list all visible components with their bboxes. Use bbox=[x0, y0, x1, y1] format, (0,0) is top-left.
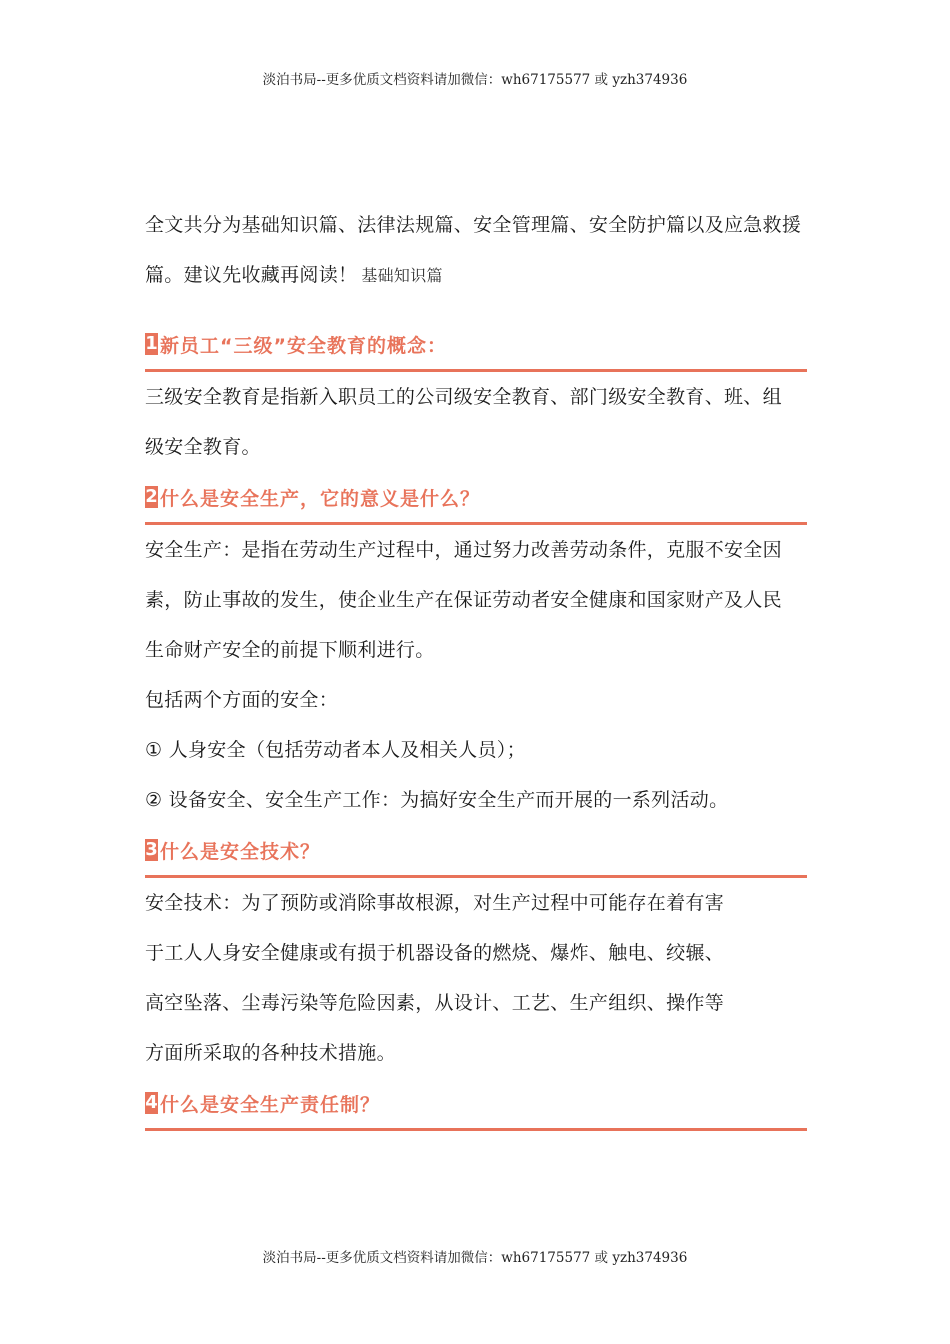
page-header: 淡泊书局--更多优质文档资料请加微信：wh67175577 或 yzh374936 bbox=[262, 72, 688, 88]
section-3-heading bbox=[145, 825, 807, 878]
section-1-number: 1 bbox=[145, 333, 158, 354]
section-2-number: 2 bbox=[145, 486, 158, 507]
intro-line-1: 全文共分为基础知识篇、法律法规篇、安全管理篇、安全防护篇以及应急救援 bbox=[145, 214, 802, 236]
section-2-line: ① 人身安全（包括劳动者本人及相关人员）； bbox=[145, 739, 526, 761]
section-3-number: 3 bbox=[145, 839, 158, 860]
section-1-heading bbox=[145, 319, 807, 372]
intro-line-2 bbox=[145, 250, 807, 301]
page-footer: 淡泊书局--更多优质文档资料请加微信：wh67175577 或 yzh374936 bbox=[262, 1250, 688, 1266]
section-1-title: 新员工“三级”安全教育的概念： bbox=[160, 334, 447, 357]
section-2-line: 安全生产：是指在劳动生产过程中，通过努力改善劳动条件，克服不安全因 bbox=[145, 539, 782, 561]
intro-line-2-text: 篇。建议先收藏再阅读！ bbox=[145, 264, 358, 286]
section-2-line: ② 设备安全、安全生产工作：为搞好安全生产而开展的一系列活动。 bbox=[145, 789, 729, 811]
section-3-line: 高空坠落、尘毒污染等危险因素，从设计、工艺、生产组织、操作等 bbox=[145, 992, 725, 1014]
section-3-line: 安全技术：为了预防或消除事故根源，对生产过程中可能存在着有害 bbox=[145, 892, 725, 914]
section-4-heading bbox=[145, 1078, 807, 1131]
section-2-heading bbox=[145, 472, 807, 525]
section-2-title: 什么是安全生产，它的意义是什么？ bbox=[160, 487, 481, 510]
section-1-line: 三级安全教育是指新入职员工的公司级安全教育、部门级安全教育、班、组 bbox=[145, 386, 782, 408]
section-3-line: 于工人人身安全健康或有损于机器设备的燃烧、爆炸、触电、绞辗、 bbox=[145, 942, 725, 964]
section-2-line: 包括两个方面的安全： bbox=[145, 689, 339, 711]
document-body bbox=[145, 200, 807, 1131]
intro-tag: 基础知识篇 bbox=[361, 266, 443, 285]
section-2-line: 素，防止事故的发生，使企业生产在保证劳动者安全健康和国家财产及人民 bbox=[145, 589, 782, 611]
section-2-line: 生命财产安全的前提下顺利进行。 bbox=[145, 639, 435, 661]
section-1-line: 级安全教育。 bbox=[145, 436, 261, 458]
section-4-number: 4 bbox=[145, 1092, 158, 1113]
section-4-title: 什么是安全生产责任制？ bbox=[160, 1093, 381, 1116]
section-3-line: 方面所采取的各种技术措施。 bbox=[145, 1042, 396, 1064]
section-3-title: 什么是安全技术？ bbox=[160, 840, 321, 863]
